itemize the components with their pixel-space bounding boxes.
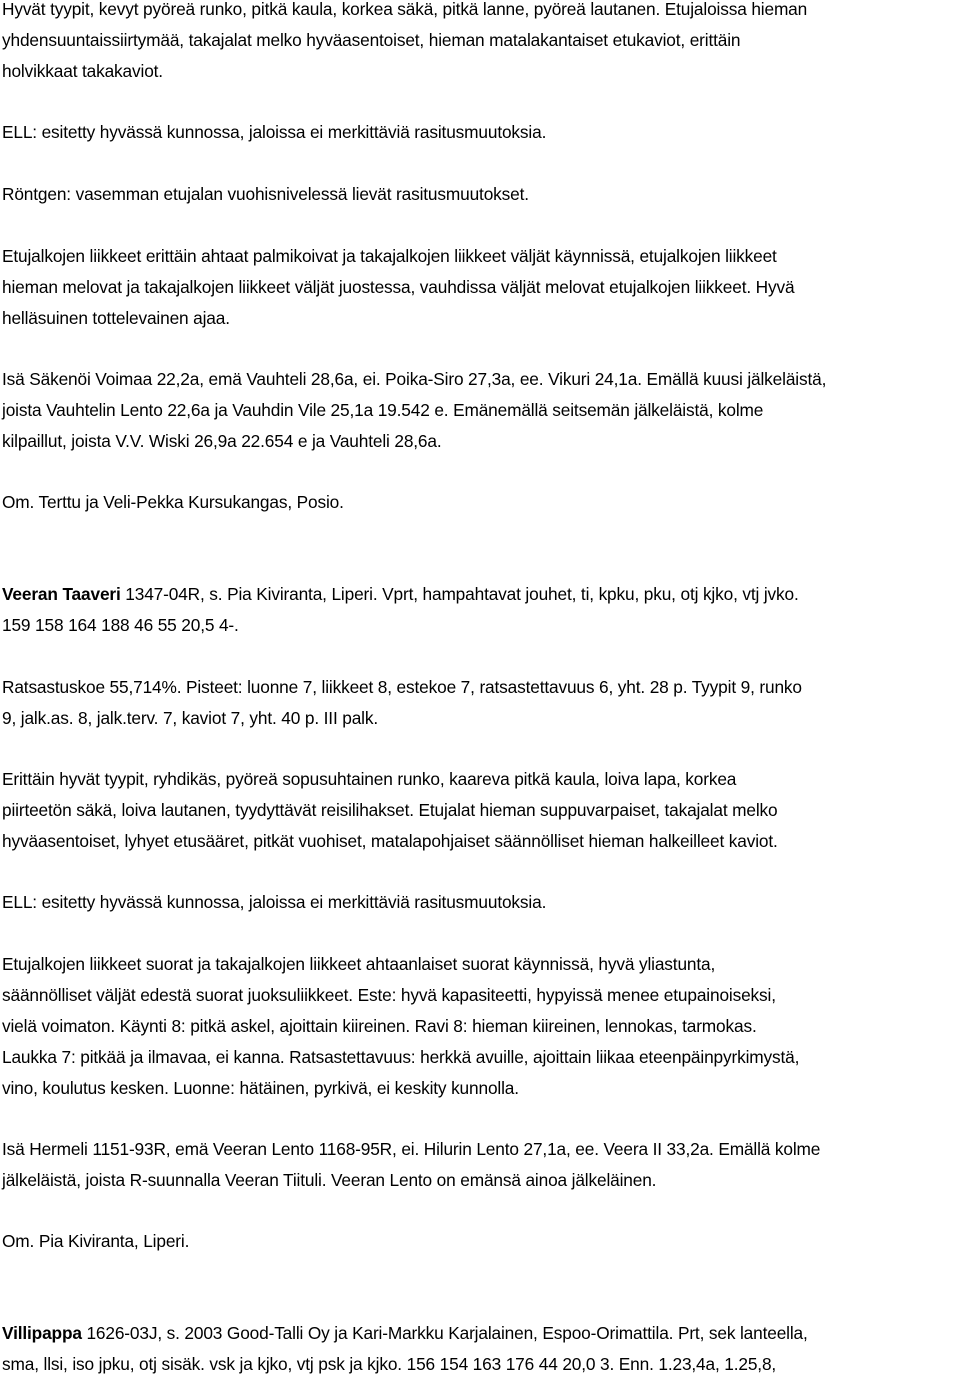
text-line: jälkeläistä, joista R-suunnalla Veeran Tiituli. Veeran Lento on emänsä ainoa jälkeläinen. <box>2 1169 657 1190</box>
horse1-type-paragraph <box>2 0 956 87</box>
horse2-type-paragraph <box>2 764 956 857</box>
text-line: Etujalkojen liikkeet suorat ja takajalkojen liikkeet ahtaanlaiset suorat käynnissä, hyvä yliastunta, <box>2 954 716 974</box>
text-line: holvikkaat takakaviot. <box>2 60 163 81</box>
text-line: hieman melovat ja takajalkojen liikkeet väljät juostessa, vauhdissa väljät melovat etujalkojen liikkeet. Hyvä <box>2 276 795 297</box>
text-line: joista Vauhtelin Lento 22,6a ja Vauhdin Vile 25,1a 19.542 e. Emänemällä seitsemän jälkeläistä, kolme <box>2 399 764 420</box>
horse2-details: 1347-04R, s. Pia Kiviranta, Liperi. Vprt, hampahtavat jouhet, ti, kpku, pku, otj kjko, vtj jvko. <box>120 584 799 604</box>
text-line: Laukka 7: pitkää ja ilmavaa, ei kanna. Ratsastettavuus: herkkä avuille, ajoittain liikaa eteenpäinpyrkimystä, <box>2 1046 800 1067</box>
text-line: Hyvät tyypit, kevyt pyöreä runko, pitkä kaula, korkea säkä, pitkä lanne, pyöreä lautanen. Etujaloissa hieman <box>2 0 808 19</box>
text-line: Röntgen: vasemman etujalan vuohisnivelessä lievät rasitusmuutokset. <box>2 184 529 204</box>
horse3-measurements: sma, llsi, iso jpku, otj sisäk. vsk ja kjko, vtj psk ja kjko. 156 154 163 176 44 20,0 3. Enn. 1.23,4a, 1.25,8, <box>2 1353 777 1374</box>
text-line: Isä Säkenöi Voimaa 22,2a, emä Vauhteli 28,6a, ei. Poika-Siro 27,3a, ee. Vikuri 24,1a. Emällä kuusi jälkeläistä, <box>2 369 827 389</box>
horse2-owner-paragraph <box>2 1226 956 1257</box>
horse1-movement-paragraph <box>2 241 956 334</box>
horse2-name: Veeran Taaveri <box>2 584 121 604</box>
horse1-owner-paragraph <box>2 487 956 518</box>
text-line: vielä voimaton. Käynti 8: pitkä askel, ajoittain kiireinen. Ravi 8: hieman kiireinen, lennokas, tarmokas. <box>2 1015 757 1036</box>
text-line: hyväasentoiset, lyhyet etusääret, pitkät vuohiset, matalapohjaiset säännölliset hieman halkeilleet kaviot. <box>2 830 778 851</box>
horse2-movement-paragraph <box>2 949 956 1103</box>
text-line: Isä Hermeli 1151-93R, emä Veeran Lento 1168-95R, ei. Hilurin Lento 27,1a, ee. Veera II 33,2a. Emällä kolme <box>2 1139 821 1159</box>
text-line: säännölliset väljät edestä suorat juoksuliikkeet. Este: hyvä kapasiteetti, hypyissä menee etupainoiseksi, <box>2 984 776 1005</box>
text-line: Om. Terttu ja Veli-Pekka Kursukangas, Posio. <box>2 492 344 512</box>
text-line: Etujalkojen liikkeet erittäin ahtaat palmikoivat ja takajalkojen liikkeet väljät käynnissä, etujalkojen liikkeet <box>2 246 777 266</box>
text-line: piirteetön säkä, loiva lautanen, tyydyttävät reisilihakset. Etujalat hieman suppuvarpaiset, takajalat melko <box>2 799 778 820</box>
horse3-first-line <box>2 1318 956 1349</box>
horse1-pedigree-paragraph <box>2 364 956 457</box>
horse1-vet-paragraph <box>2 117 956 148</box>
horse2-measurements: 159 158 164 188 46 55 20,5 4-. <box>2 614 239 635</box>
horse2-pedigree-paragraph <box>2 1134 956 1196</box>
text-line: Erittäin hyvät tyypit, ryhdikäs, pyöreä sopusuhtainen runko, kaareva pitkä kaula, loiva lapa, korkea <box>2 769 737 789</box>
text-line: yhdensuuntaissiirtymää, takajalat melko hyväasentoiset, hieman matalakantaiset etukaviot, erittäin <box>2 29 741 50</box>
horse1-xray-paragraph <box>2 179 956 210</box>
text-line: ELL: esitetty hyvässä kunnossa, jaloissa ei merkittäviä rasitusmuutoksia. <box>2 122 547 142</box>
horse2-vet-paragraph <box>2 887 956 918</box>
text-line: vino, koulutus kesken. Luonne: hätäinen, pyrkivä, ei keskity kunnolla. <box>2 1077 519 1098</box>
horse2-riding-test-paragraph <box>2 672 956 734</box>
text-line: ELL: esitetty hyvässä kunnossa, jaloissa ei merkittäviä rasitusmuutoksia. <box>2 892 547 912</box>
text-line: helläsuinen tottelevainen ajaa. <box>2 307 230 328</box>
text-line: Om. Pia Kiviranta, Liperi. <box>2 1231 190 1251</box>
horse3-name: Villipappa <box>2 1323 82 1343</box>
text-line: kilpaillut, joista V.V. Wiski 26,9a 22.654 e ja Vauhteli 28,6a. <box>2 430 442 451</box>
text-line: Ratsastuskoe 55,714%. Pisteet: luonne 7, liikkeet 8, estekoe 7, ratsastettavuus 6, yht. 28 p. Tyypit 9, runko <box>2 677 802 697</box>
horse2-first-line <box>2 579 956 610</box>
horse3-details: 1626-03J, s. 2003 Good-Talli Oy ja Kari-Markku Karjalainen, Espoo-Orimattila. Prt, sek lanteella, <box>81 1323 808 1343</box>
horse2-header-paragraph <box>2 579 956 641</box>
text-line: 9, jalk.as. 8, jalk.terv. 7, kaviot 7, yht. 40 p. III palk. <box>2 707 378 728</box>
horse3-header-paragraph <box>2 1318 956 1380</box>
